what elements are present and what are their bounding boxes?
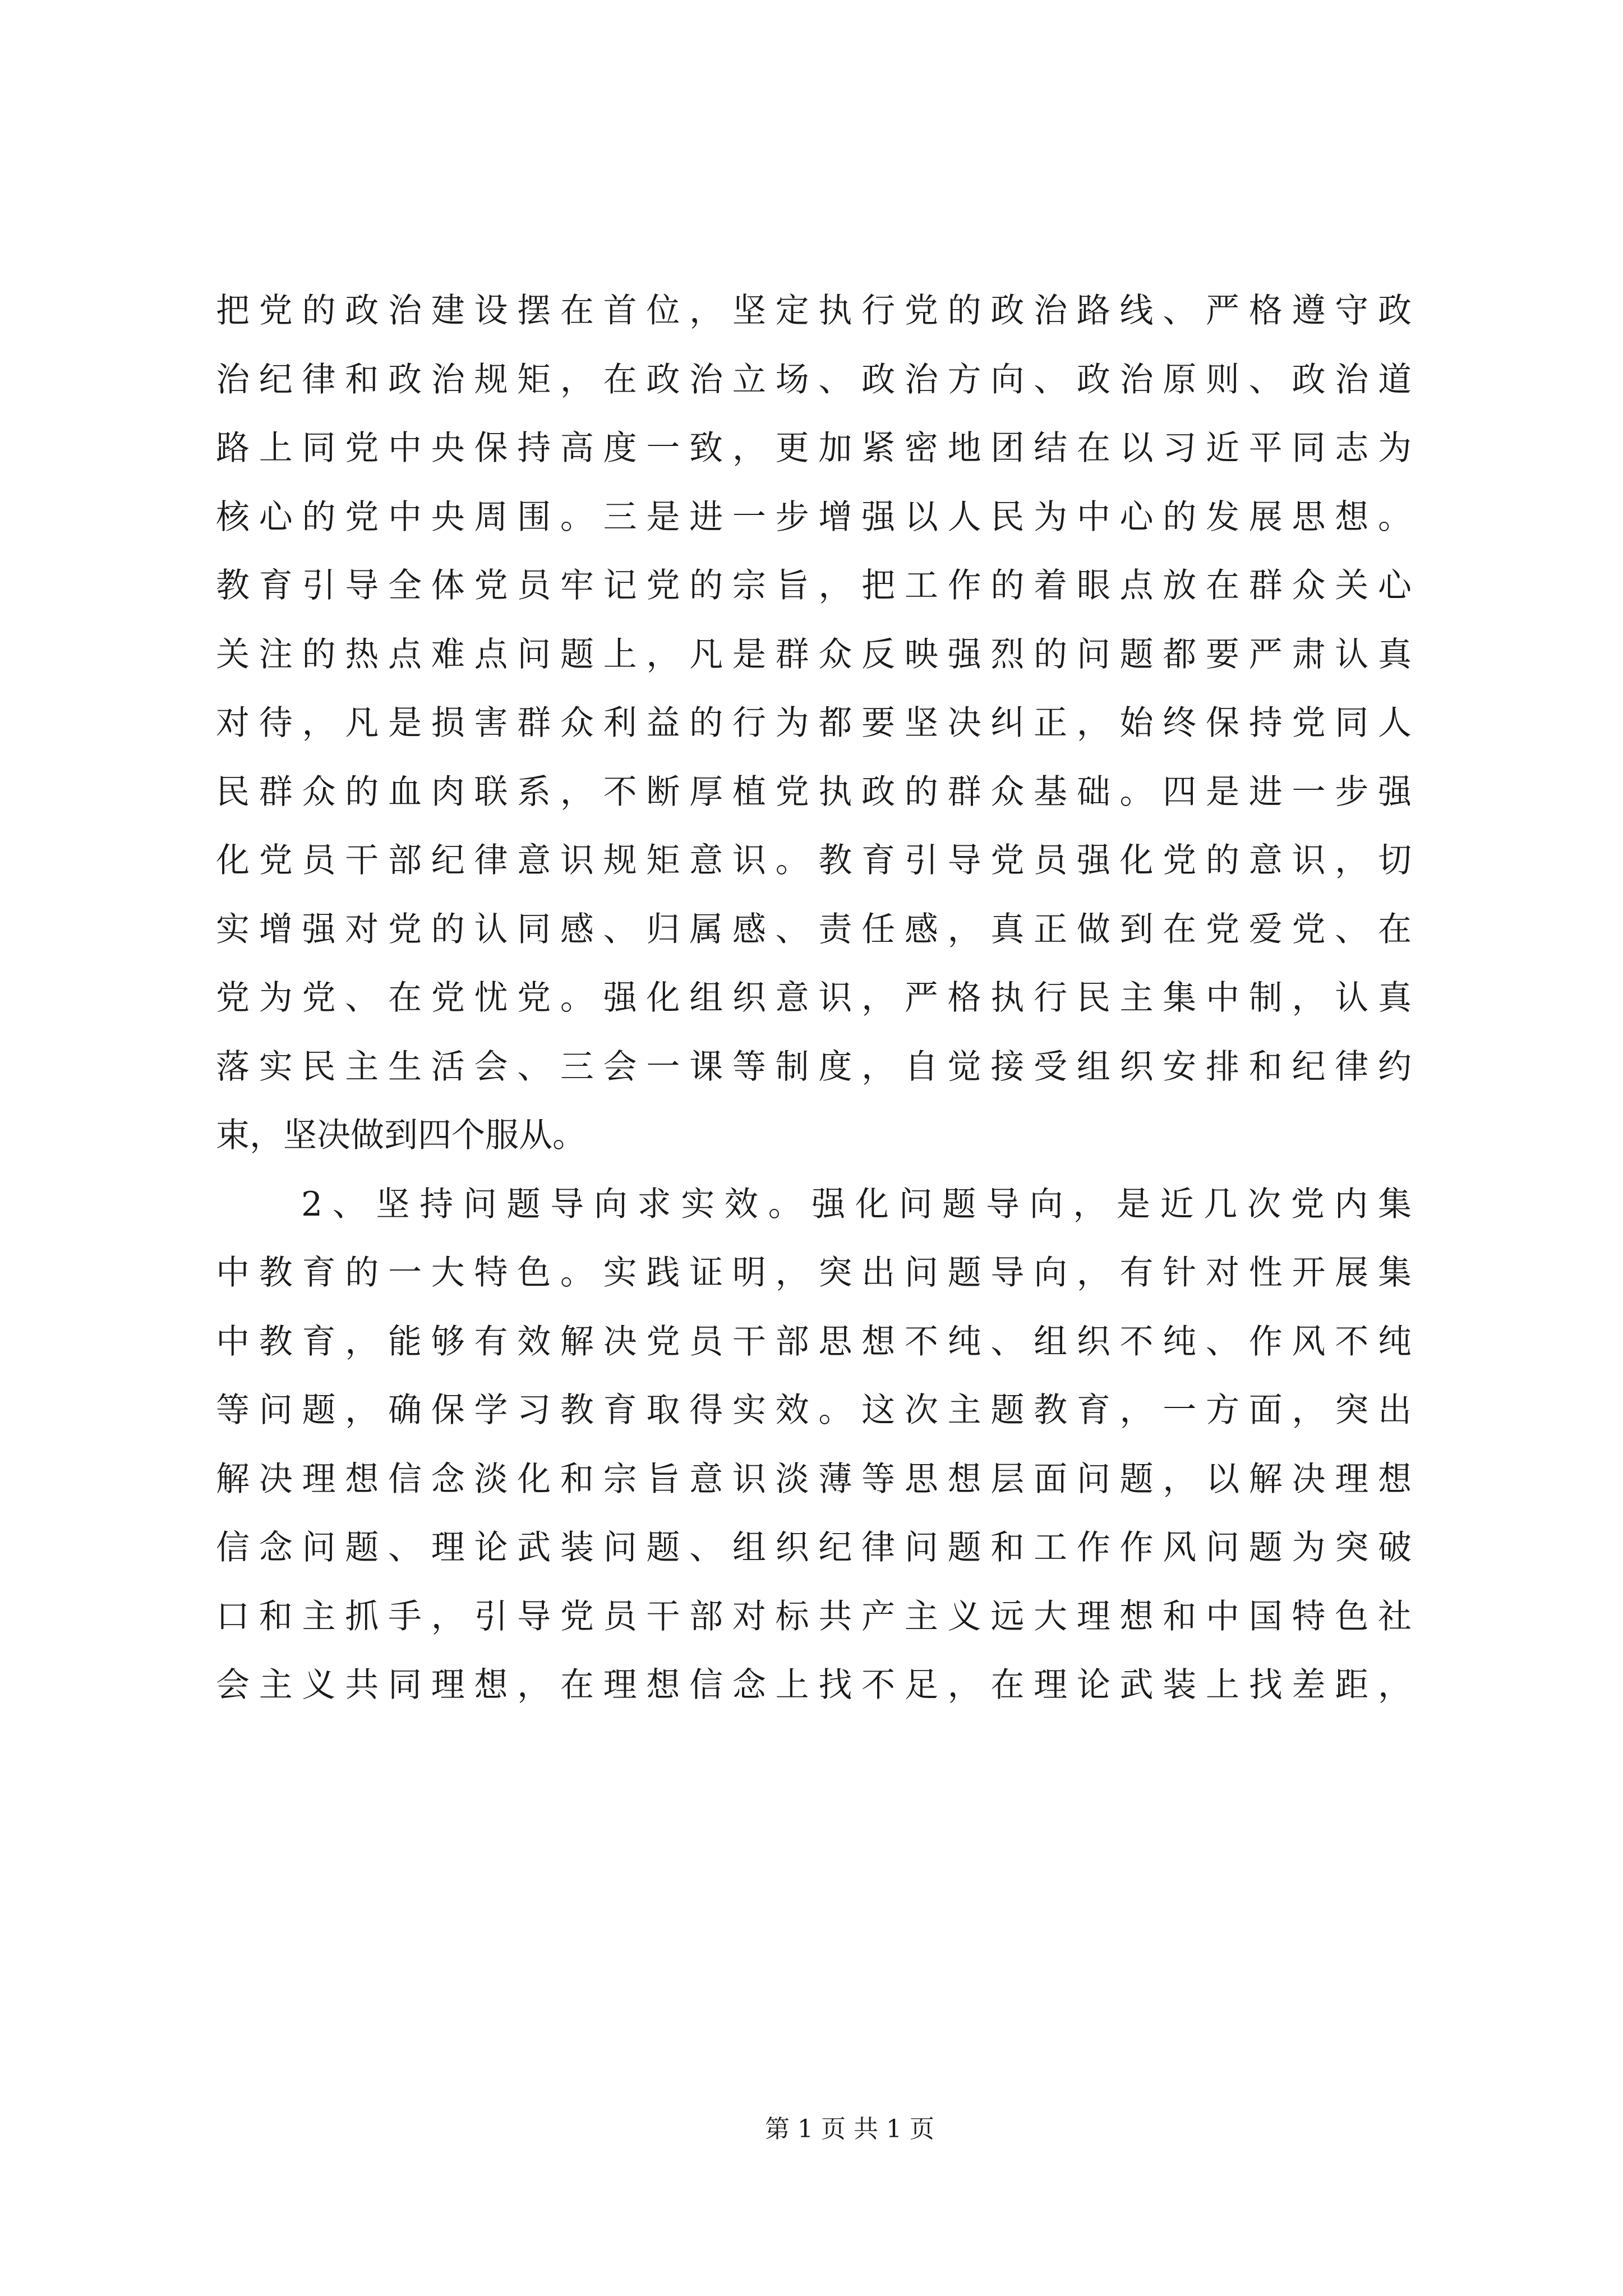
text-line: 2、坚持问题导向求实效。强化问题导向，是近几次党内集 (301, 1184, 1412, 1224)
paragraph (216, 1170, 1412, 1720)
text-line: 解决理想信念淡化和宗旨意识淡薄等思想层面问题，以解决理想 (216, 1459, 1412, 1499)
text-line: 核心的党中央周围。三是进一步增强以人民为中心的发展思想。 (216, 497, 1412, 537)
text-line: 口和主抓手，引导党员干部对标共产主义远大理想和中国特色社 (216, 1596, 1412, 1636)
text-line: 落实民主生活会、三会一课等制度，自觉接受组织安排和纪律约 (216, 1047, 1412, 1087)
text-line: 会主义共同理想，在理想信念上找不足，在理论武装上找差距， (216, 1665, 1412, 1705)
text-line: 关注的热点难点问题上，凡是群众反映强烈的问题都要严肃认真 (216, 634, 1412, 674)
text-line: 教育引导全体党员牢记党的宗旨，把工作的着眼点放在群众关心 (216, 566, 1412, 605)
body-text (216, 277, 1412, 1720)
text-line: 对待，凡是损害群众利益的行为都要坚决纠正，始终保持党同人 (216, 703, 1412, 743)
text-line: 治纪律和政治规矩，在政治立场、政治方向、政治原则、政治道 (216, 360, 1412, 399)
text-line: 化党员干部纪律意识规矩意识。教育引导党员强化党的意识，切 (216, 841, 1412, 880)
page-footer: 第 1 页 共 1 页 (765, 2115, 934, 2143)
text-line: 中教育的一大特色。实践证明，突出问题导向，有针对性开展集 (216, 1253, 1412, 1292)
text-line: 中教育，能够有效解决党员干部思想不纯、组织不纯、作风不纯 (216, 1322, 1412, 1361)
text-line: 党为党、在党忧党。强化组织意识，严格执行民主集中制，认真 (216, 978, 1412, 1018)
paragraph (216, 277, 1412, 1170)
text-line: 民群众的血肉联系，不断厚植党执政的群众基础。四是进一步强 (216, 772, 1412, 812)
text-line: 路上同党中央保持高度一致，更加紧密地团结在以习近平同志为 (216, 429, 1412, 468)
text-line: 实增强对党的认同感、归属感、责任感，真正做到在党爱党、在 (216, 909, 1412, 949)
text-line: 束，坚决做到四个服从。 (216, 1116, 586, 1155)
text-line: 把党的政治建设摆在首位，坚定执行党的政治路线、严格遵守政 (216, 291, 1412, 330)
text-line: 等问题，确保学习教育取得实效。这次主题教育，一方面，突出 (216, 1391, 1412, 1430)
text-line: 信念问题、理论武装问题、组织纪律问题和工作作风问题为突破 (216, 1528, 1412, 1567)
